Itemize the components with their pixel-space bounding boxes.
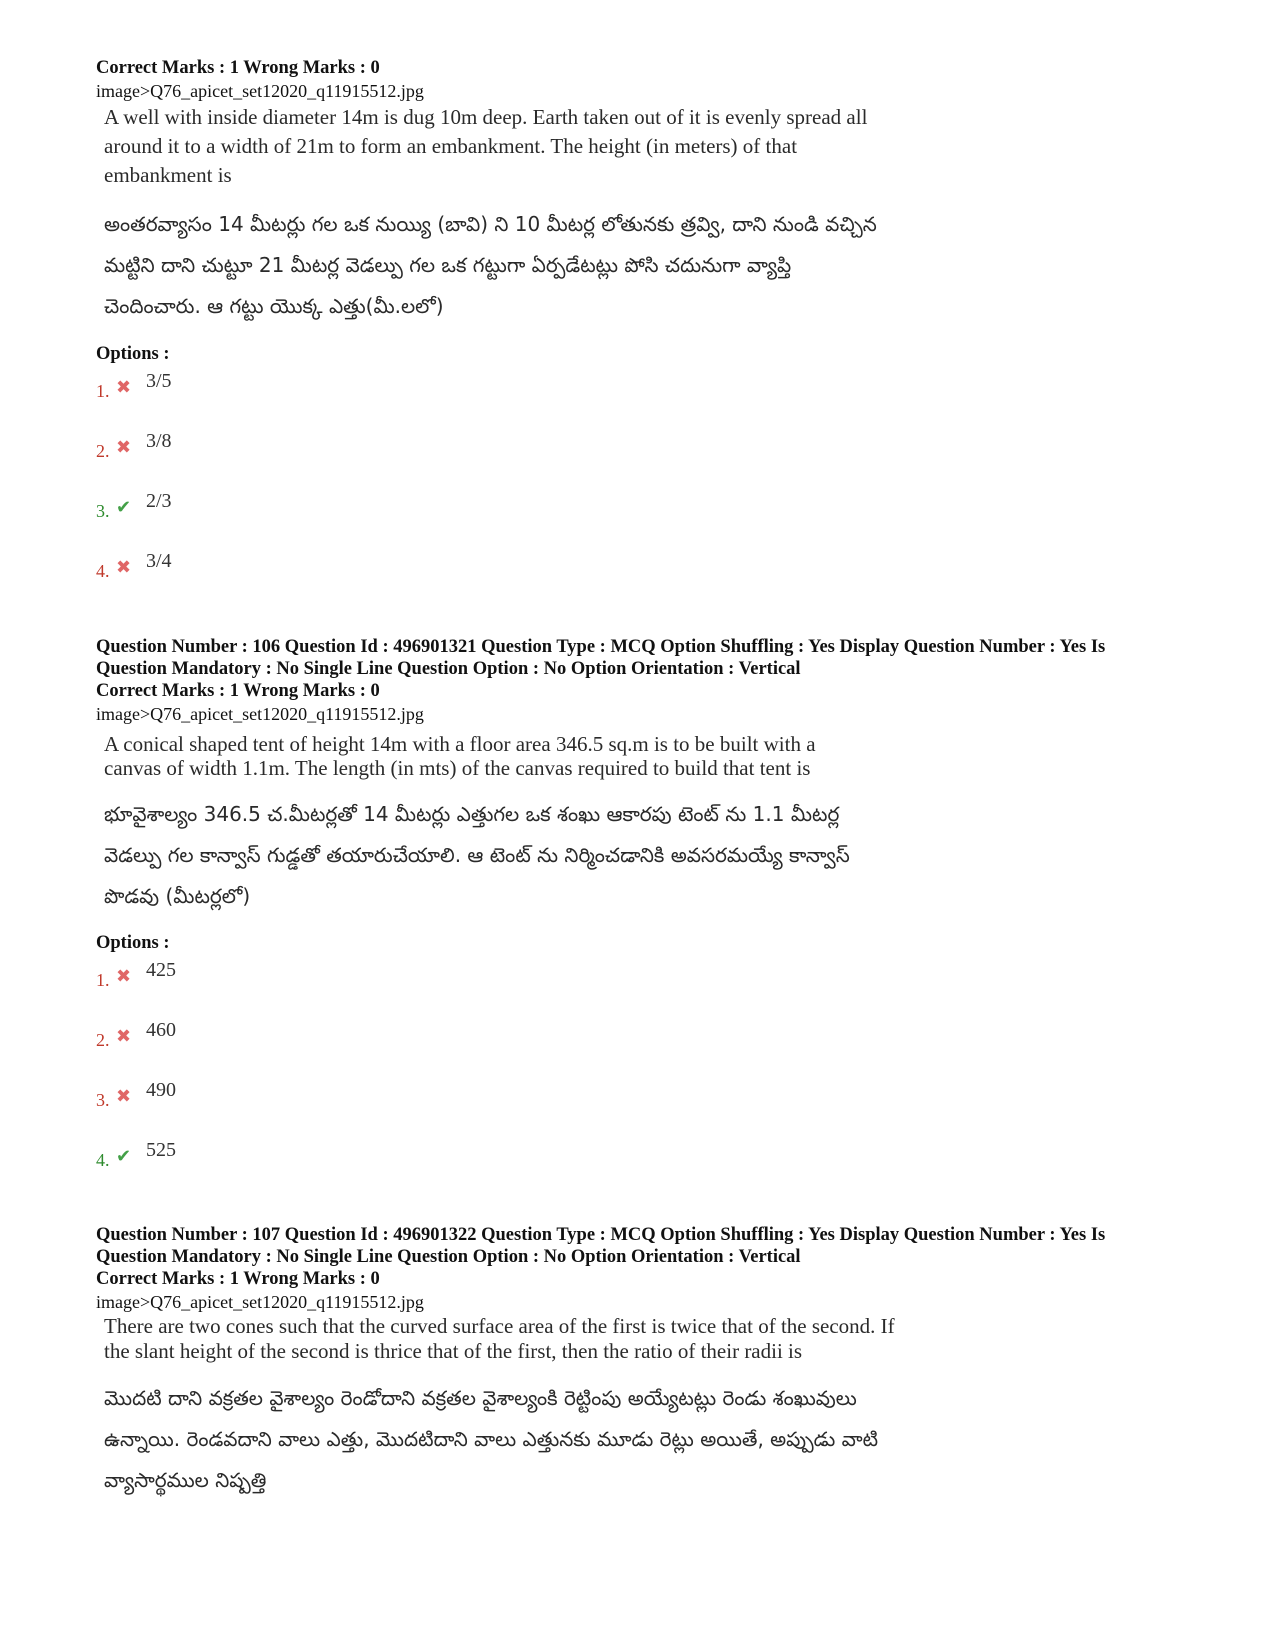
option-2: 2. ✖ 3/8 xyxy=(96,430,172,461)
option-2: 2. ✖ 460 xyxy=(96,1019,176,1050)
question-text-telugu: భూవైశాల్యం 346.5 చ.మీటర్లతో 14 మీటర్లు ఎత్తుగల ఒక శంఖు ఆకారపు టెంట్ ను 1.1 మీటర్ల వెడల్పు గల కాన్వాస్ గుడ్డతో తయారుచేయాలి. ఆ టెంట్ ను నిర్మించడానికి అవసరమయ్యే కాన్వాస్ పొడవు (మీటర్లలో) xyxy=(104,802,850,908)
option-value: 2/3 xyxy=(146,490,172,512)
options-label: Options : xyxy=(96,344,170,364)
options-label: Options : xyxy=(96,933,170,953)
option-value: 3/8 xyxy=(146,430,172,452)
question-header: Question Number : 107 Question Id : 496901322 Question Type : MCQ Option Shuffling : Yes Display Question Number : Yes Is Question Mandatory : No Single Line Question Option : No Option Orientation : Vertical xyxy=(96,1225,1106,1267)
option-value: 460 xyxy=(146,1019,176,1041)
image-reference: image>Q76_apicet_set12020_q11915512.jpg xyxy=(96,81,424,101)
question-image xyxy=(104,103,894,327)
question-header: Question Number : 106 Question Id : 496901321 Question Type : MCQ Option Shuffling : Yes Display Question Number : Yes Is Question Mandatory : No Single Line Question Option : No Option Orientation : Vertical xyxy=(96,637,1106,679)
cross-icon: ✖ xyxy=(116,966,132,987)
marks-line: Correct Marks : 1 Wrong Marks : 0 xyxy=(96,58,380,78)
question-image xyxy=(104,732,850,917)
marks-line: Correct Marks : 1 Wrong Marks : 0 xyxy=(96,681,380,701)
option-4: 4. ✖ 3/4 xyxy=(96,550,172,581)
option-value: 3/4 xyxy=(146,550,172,572)
question-text-telugu: మొదటి దాని వక్రతల వైశాల్యం రెండోదాని వక్రతల వైశాల్యంకి రెట్టింపు అయ్యేటట్లు రెండు శంఖువులు ఉన్నాయి. రెండవదాని వాలు ఎత్తు, మొదటిదాని వాలు ఎత్తునకు మూడు రెట్లు అయితే, అప్పుడు వాటి వ్యాసార్థముల నిష్పత్తి xyxy=(104,1386,879,1492)
image-reference: image>Q76_apicet_set12020_q11915512.jpg xyxy=(96,1292,424,1312)
option-3: 3. ✖ 490 xyxy=(96,1079,176,1110)
option-3: 3. ✔ 2/3 xyxy=(96,490,172,521)
option-value: 3/5 xyxy=(146,370,172,392)
options-block-105 xyxy=(96,343,1176,605)
marks-line: Correct Marks : 1 Wrong Marks : 0 xyxy=(96,1269,380,1289)
cross-icon: ✖ xyxy=(116,437,132,458)
option-value: 525 xyxy=(146,1139,176,1161)
image-reference: image>Q76_apicet_set12020_q11915512.jpg xyxy=(96,704,424,724)
cross-icon: ✖ xyxy=(116,1026,132,1047)
question-text-english: A well with inside diameter 14m is dug 10m deep. Earth taken out of it is evenly spread all around it to a width of 21m to form an embankment. The height (in meters) of that embankment is xyxy=(104,105,868,187)
question-block-107 xyxy=(96,1224,1176,1501)
option-4: 4. ✔ 525 xyxy=(96,1139,176,1170)
question-block-106 xyxy=(96,636,1176,917)
option-1: 1. ✖ 425 xyxy=(96,959,176,990)
question-text-english: There are two cones such that the curved surface area of the first is twice that of the second. If the slant height of the second is thrice that of the first, then the ratio of their radii is xyxy=(104,1314,895,1363)
check-icon: ✔ xyxy=(116,1146,132,1167)
option-1: 1. ✖ 3/5 xyxy=(96,370,172,401)
check-icon: ✔ xyxy=(116,497,132,518)
cross-icon: ✖ xyxy=(116,557,132,578)
question-text-english: A conical shaped tent of height 14m with a floor area 346.5 sq.m is to be built with a canvas of width 1.1m. The length (in mts) of the canvas required to build that tent is xyxy=(104,732,816,780)
option-value: 490 xyxy=(146,1079,176,1101)
options-block-106 xyxy=(96,932,1176,1194)
cross-icon: ✖ xyxy=(116,377,132,398)
cross-icon: ✖ xyxy=(116,1086,132,1107)
question-image xyxy=(104,1314,904,1501)
question-block-105 xyxy=(96,57,1176,327)
option-value: 425 xyxy=(146,959,176,981)
question-text-telugu: అంతరవ్యాసం 14 మీటర్లు గల ఒక నుయ్యి (బావి) ని 10 మీటర్ల లోతునకు త్రవ్వి, దాని నుండి వచ్చిన మట్టిని దాని చుట్టూ 21 మీటర్ల వెడల్పు గల ఒక గట్టుగా ఏర్పడేటట్లు పోసి చదునుగా వ్యాప్తి చెందించారు. ఆ గట్టు యొక్క ఎత్తు(మీ.లలో) xyxy=(104,212,877,318)
